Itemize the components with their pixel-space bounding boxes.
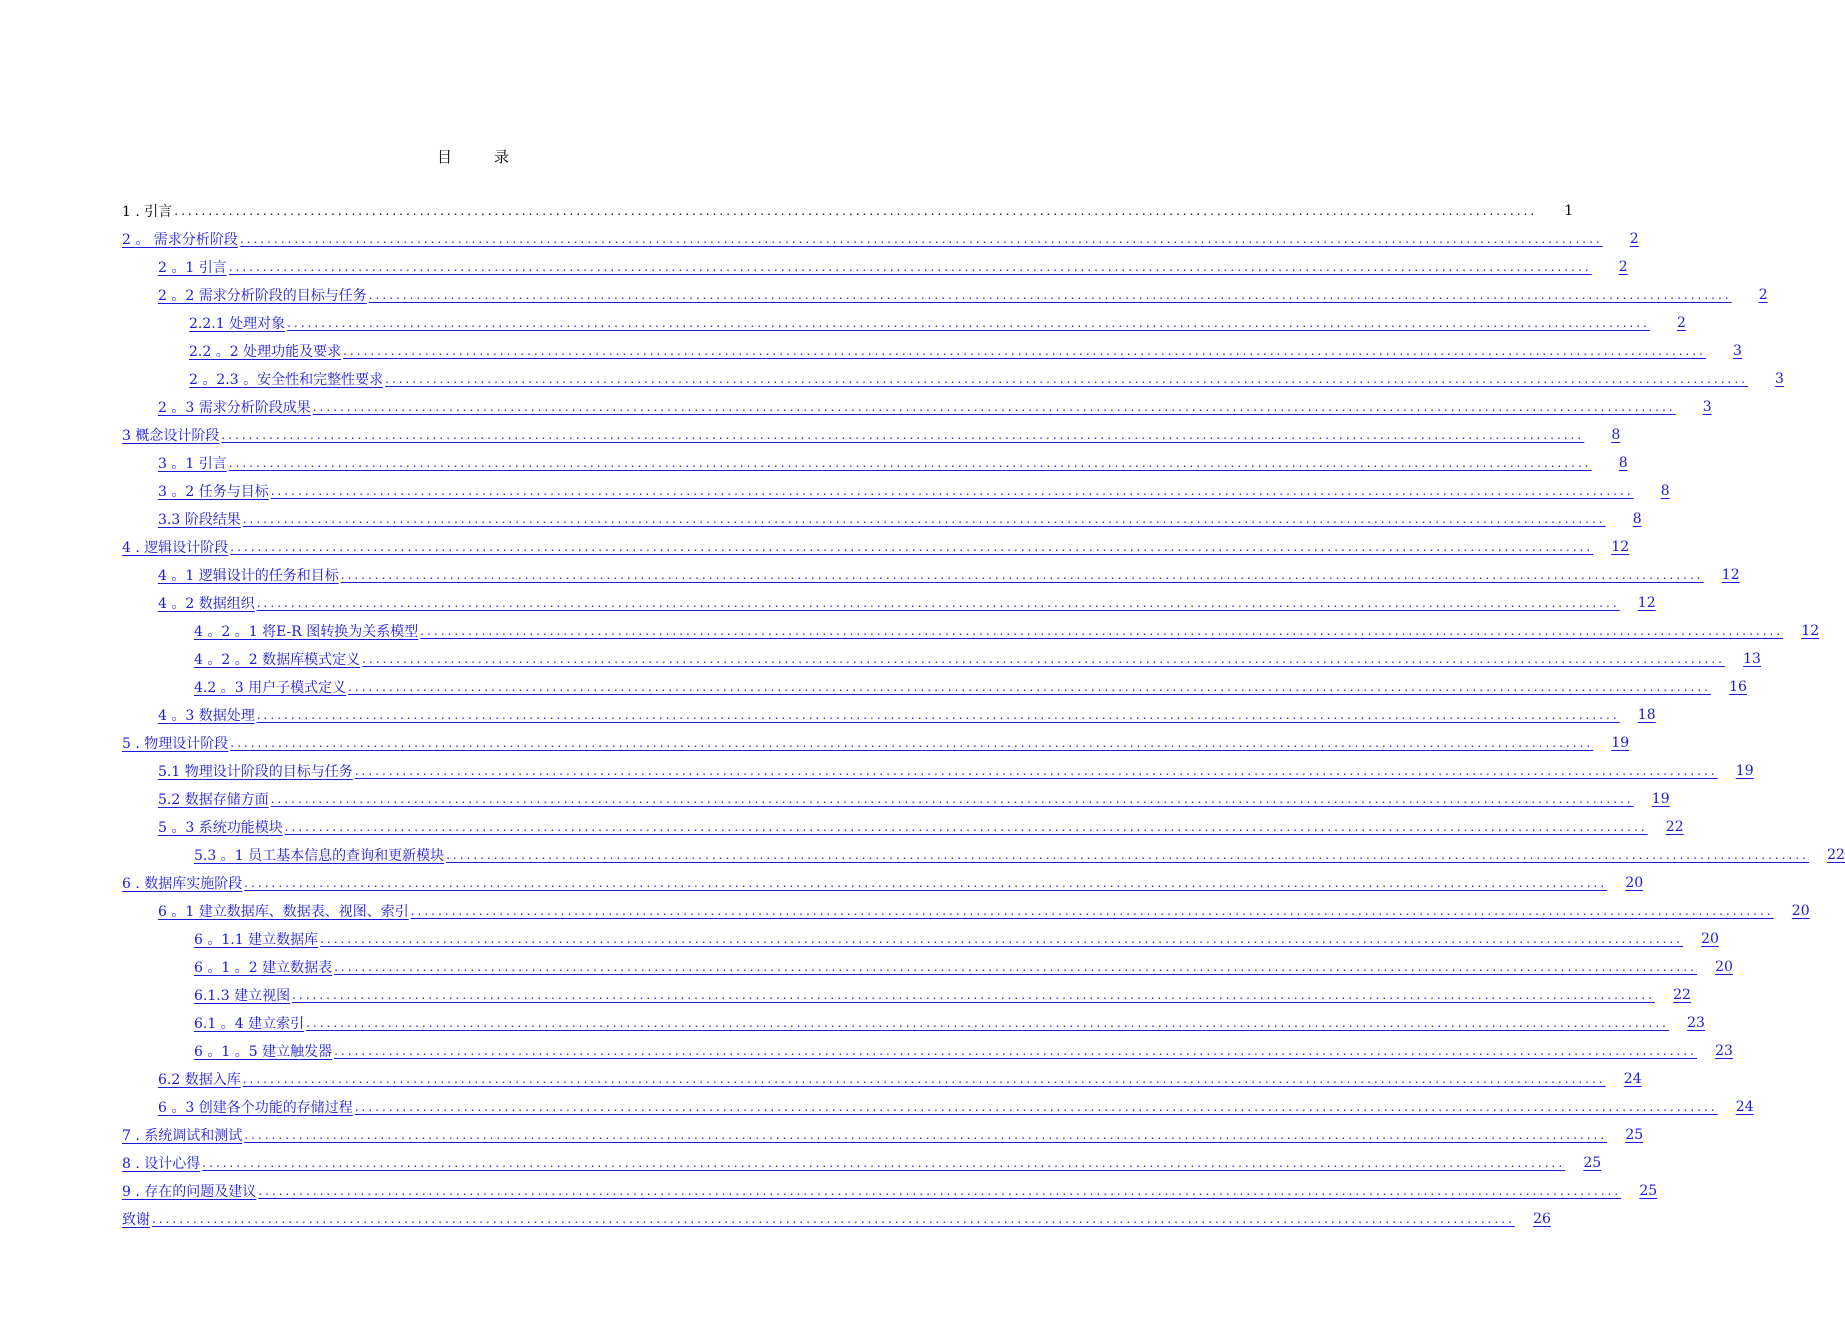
toc-dot-leader: ........................................................................................................................................................................................................ — [256, 596, 1620, 610]
toc-dot-leader: ........................................................................................................................................................................................................ — [270, 792, 1634, 806]
toc-entry[interactable] — [158, 281, 1768, 309]
toc-entry[interactable] — [122, 421, 1621, 449]
toc-entry[interactable] — [194, 841, 1845, 869]
toc-entry-label: 6.2 数据入库 — [158, 1072, 241, 1088]
toc-entry-page-number: 3 — [1733, 343, 1742, 359]
toc-entry-label: 致谢 — [122, 1212, 150, 1228]
toc-dot-leader: ........................................................................................................................................................................................................ — [152, 1212, 1515, 1226]
toc-entry[interactable] — [158, 449, 1628, 477]
toc-entry-label: 6 . 数据库实施阶段 — [122, 876, 243, 892]
toc-entry-label: 2.2.1 处理对象 — [189, 316, 286, 332]
toc-entry-page-number: 19 — [1611, 735, 1630, 751]
toc-entry-label: 6.1 。4 建立索引 — [194, 1016, 305, 1032]
toc-entry[interactable] — [122, 1205, 1551, 1233]
toc-entry-label: 4 。2 。1 将E-R 图转换为关系模型 — [194, 624, 419, 640]
toc-entry-label: 4 . 逻辑设计阶段 — [122, 540, 229, 556]
toc-entry[interactable] — [194, 1009, 1705, 1037]
toc-dot-leader: ........................................................................................................................................................................................................ — [239, 232, 1603, 246]
toc-entry-page-number: 22 — [1827, 847, 1845, 863]
toc-entry-label: 5.2 数据存储方面 — [158, 792, 269, 808]
toc-dot-leader: ........................................................................................................................................................................................................ — [420, 624, 1784, 638]
toc-entry-label: 4 。3 数据处理 — [158, 708, 255, 724]
toc-dot-leader: ........................................................................................................................................................................................................ — [343, 344, 1706, 358]
toc-dot-leader: ........................................................................................................................................................................................................ — [287, 316, 1650, 330]
toc-entry-label: 3.3 阶段结果 — [158, 512, 241, 528]
toc-entry-label: 2 。3 需求分析阶段成果 — [158, 400, 311, 416]
toc-dot-leader: ........................................................................................................................................................................................................ — [284, 820, 1648, 834]
toc-entry-page-number: 19 — [1735, 763, 1754, 779]
toc-dot-leader: ........................................................................................................................................................................................................ — [334, 1044, 1697, 1058]
toc-entry[interactable] — [158, 785, 1670, 813]
toc-dot-leader: ........................................................................................................................................................................................................ — [244, 876, 1608, 890]
toc-entry-page-number: 25 — [1625, 1127, 1644, 1143]
toc-entry[interactable] — [158, 1065, 1642, 1093]
toc-dot-leader: ........................................................................................................................................................................................................ — [306, 1016, 1669, 1030]
toc-entry-label: 2 。 需求分析阶段 — [122, 232, 238, 248]
toc-dot-leader: ........................................................................................................................................................................................................ — [410, 904, 1774, 918]
toc-entry-page-number: 2 — [1677, 315, 1686, 331]
toc-entry-label: 7 . 系统调试和测试 — [122, 1128, 243, 1144]
toc-entry[interactable] — [194, 645, 1761, 673]
toc-entry-page-number: 12 — [1801, 623, 1820, 639]
toc-entry[interactable] — [194, 953, 1733, 981]
toc-dot-leader: ........................................................................................................................................................................................................ — [385, 372, 1748, 386]
toc-entry[interactable] — [189, 337, 1742, 365]
toc-entry-label: 4 。1 逻辑设计的任务和目标 — [158, 568, 339, 584]
toc-entry-page-number: 24 — [1735, 1099, 1754, 1115]
toc-entry[interactable] — [122, 1177, 1658, 1205]
toc-dot-leader: ........................................................................................................................................................................................................ — [258, 1184, 1622, 1198]
toc-entry-label: 6 。1.1 建立数据库 — [194, 932, 319, 948]
toc-dot-leader: ........................................................................................................................................................................................................ — [340, 568, 1704, 582]
toc-entry[interactable] — [122, 1149, 1602, 1177]
toc-entry[interactable] — [158, 393, 1712, 421]
toc-dot-leader: ........................................................................................................................................................................................................ — [334, 960, 1697, 974]
toc-entry-page-number: 3 — [1702, 399, 1712, 415]
toc-entry-label: 1 . 引言 — [122, 204, 173, 220]
toc-dot-leader: ........................................................................................................................................................................................................ — [221, 428, 1585, 442]
toc-entry-label: 8 . 设计心得 — [122, 1156, 201, 1172]
toc-entry-page-number: 26 — [1533, 1211, 1551, 1227]
toc-entry-page-number: 12 — [1637, 595, 1656, 611]
toc-entry-page-number: 2 — [1629, 231, 1639, 247]
toc-entry[interactable] — [158, 505, 1642, 533]
toc-entry-page-number: 8 — [1660, 483, 1670, 499]
toc-entry-page-number: 12 — [1611, 539, 1630, 555]
toc-entry[interactable] — [194, 673, 1747, 701]
toc-entry-label: 5 . 物理设计阶段 — [122, 736, 229, 752]
toc-dot-leader: ........................................................................................................................................................................................................ — [292, 988, 1655, 1002]
toc-dot-leader: ........................................................................................................................................................................................................ — [244, 1128, 1608, 1142]
toc-entry[interactable] — [189, 309, 1686, 337]
page-title: 目 录 — [436, 148, 513, 166]
toc-dot-leader: ........................................................................................................................................................................................................ — [256, 708, 1620, 722]
toc-entry[interactable] — [158, 897, 1810, 925]
toc-entry-label: 5.3 。1 员工基本信息的查询和更新模块 — [194, 848, 445, 864]
toc-entry-label: 2 。1 引言 — [158, 260, 227, 276]
toc-entry[interactable] — [122, 1121, 1644, 1149]
toc-entry-label: 5 。3 系统功能模块 — [158, 820, 283, 836]
toc-entry-page-number: 22 — [1665, 819, 1684, 835]
toc-entry-label: 2.2 。2 处理功能及要求 — [189, 344, 342, 360]
toc-entry[interactable] — [194, 1037, 1733, 1065]
toc-entry-page-number: 20 — [1791, 903, 1810, 919]
toc-entry-label: 4 。2 数据组织 — [158, 596, 255, 612]
toc-entry-page-number: 23 — [1687, 1015, 1705, 1031]
toc-entry-label: 6 。1 。5 建立触发器 — [194, 1044, 333, 1060]
toc-dot-leader: ........................................................................................................................................................................................................ — [270, 484, 1634, 498]
toc-dot-leader: ........................................................................................................................................................................................................ — [242, 512, 1606, 526]
toc-dot-leader: ........................................................................................................................................................................................................ — [230, 736, 1594, 750]
toc-entry[interactable] — [158, 1093, 1754, 1121]
toc-entry-page-number: 25 — [1639, 1183, 1658, 1199]
toc-dot-leader: ........................................................................................................................................................................................................ — [368, 288, 1732, 302]
toc-entry[interactable] — [194, 617, 1820, 645]
toc-entry-label: 2 。2 需求分析阶段的目标与任务 — [158, 288, 367, 304]
toc-entry[interactable] — [194, 925, 1719, 953]
toc-dot-leader: ........................................................................................................................................................................................................ — [242, 1072, 1606, 1086]
toc-dot-leader: ........................................................................................................................................................................................................ — [228, 456, 1592, 470]
toc-entry[interactable] — [194, 981, 1691, 1009]
toc-entry-label: 2 。2.3 。安全性和完整性要求 — [189, 372, 384, 388]
toc-dot-leader: ........................................................................................................................................................................................................ — [230, 540, 1594, 554]
toc-entry-label: 6.1.3 建立视图 — [194, 988, 291, 1004]
toc-entry[interactable] — [158, 701, 1656, 729]
toc-entry[interactable] — [122, 533, 1630, 561]
toc-entry-label: 3 。2 任务与目标 — [158, 484, 269, 500]
toc-entry-page-number: 2 — [1758, 287, 1768, 303]
toc-entry[interactable] — [158, 813, 1684, 841]
toc-dot-leader: ........................................................................................................................................................................................................ — [320, 932, 1683, 946]
toc-entry-page-number: 1 — [1564, 203, 1574, 219]
toc-entry-page-number: 20 — [1701, 931, 1719, 947]
toc-entry[interactable] — [158, 253, 1628, 281]
toc-entry-page-number: 12 — [1721, 567, 1740, 583]
toc-entry-page-number: 3 — [1775, 371, 1784, 387]
toc-entry-page-number: 8 — [1611, 427, 1621, 443]
toc-dot-leader: ........................................................................................................................................................................................................ — [354, 1100, 1718, 1114]
toc-entry[interactable] — [189, 365, 1784, 393]
toc-entry-label: 6 。1 建立数据库、数据表、视图、索引 — [158, 904, 409, 920]
toc-dot-leader: ........................................................................................................................................................................................................ — [362, 652, 1725, 666]
toc-entry-page-number: 2 — [1618, 259, 1628, 275]
toc-dot-leader: ........................................................................................................................................................................................................ — [312, 400, 1676, 414]
toc-entry[interactable] — [158, 477, 1670, 505]
toc-dot-leader: ........................................................................................................................................................................................................ — [354, 764, 1718, 778]
toc-dot-leader: ........................................................................................................................................................................................................ — [228, 260, 1592, 274]
toc-entry-page-number: 16 — [1729, 679, 1747, 695]
toc-entry-label: 9 . 存在的问题及建议 — [122, 1184, 257, 1200]
toc-entry-page-number: 8 — [1618, 455, 1628, 471]
toc-entry[interactable] — [158, 589, 1656, 617]
toc-entry-page-number: 22 — [1673, 987, 1691, 1003]
toc-entry-page-number: 19 — [1651, 791, 1670, 807]
toc-entry[interactable] — [122, 729, 1630, 757]
toc-dot-leader: ........................................................................................................................................................................................................ — [446, 848, 1809, 862]
toc-entry-label: 4 。2 。2 数据库模式定义 — [194, 652, 361, 668]
toc-entry — [122, 197, 1574, 225]
toc-entry-page-number: 23 — [1715, 1043, 1733, 1059]
toc-entry[interactable] — [158, 757, 1754, 785]
toc-entry-page-number: 25 — [1583, 1155, 1602, 1171]
toc-entry-page-number: 20 — [1715, 959, 1733, 975]
toc-entry-page-number: 13 — [1743, 651, 1761, 667]
toc-entry-label: 4.2 。3 用户子模式定义 — [194, 680, 347, 696]
toc-dot-leader: ........................................................................................................................................................................................................ — [348, 680, 1711, 694]
toc-entry-label: 3 。1 引言 — [158, 456, 227, 472]
toc-dot-leader: ........................................................................................................................................................................................................ — [202, 1156, 1566, 1170]
toc-entry[interactable] — [122, 869, 1644, 897]
toc-entry-label: 6 。3 创建各个功能的存储过程 — [158, 1100, 353, 1116]
toc-entry-page-number: 20 — [1625, 875, 1644, 891]
toc-entry-label: 6 。1 。2 建立数据表 — [194, 960, 333, 976]
toc-entry-page-number: 8 — [1632, 511, 1642, 527]
toc-dot-leader: ........................................................................................................................................................................................................ — [174, 204, 1538, 218]
toc-entry-page-number: 18 — [1637, 707, 1656, 723]
toc-entry-label: 3 概念设计阶段 — [122, 428, 220, 444]
toc-entry-page-number: 24 — [1623, 1071, 1642, 1087]
toc-entry-label: 5.1 物理设计阶段的目标与任务 — [158, 764, 353, 780]
toc-entry[interactable] — [122, 225, 1639, 253]
toc-entry[interactable] — [158, 561, 1740, 589]
